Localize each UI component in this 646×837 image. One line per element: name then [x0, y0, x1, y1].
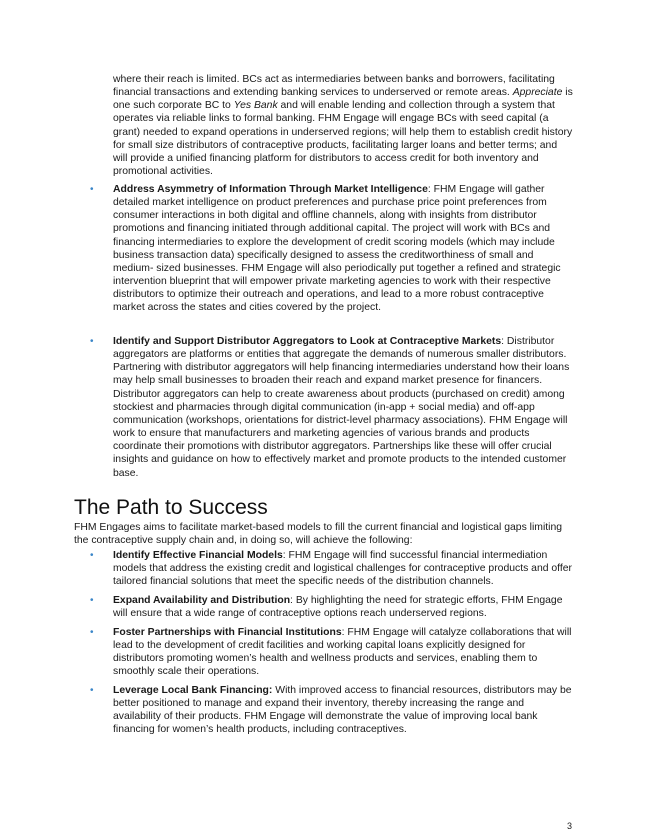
list-item [113, 183, 573, 315]
continuation-paragraph [113, 73, 573, 178]
list-item [113, 549, 573, 588]
bullet-icon: • [90, 685, 94, 696]
list-item-title: Leverage Local Bank Financing: [113, 685, 273, 696]
bullet-icon: • [90, 595, 94, 606]
list-item [113, 684, 573, 737]
bullet-icon: • [90, 627, 94, 638]
bullet-icon: • [90, 336, 94, 347]
paragraph-text: where their reach is limited. BCs act as intermediaries between banks and borrowers, facilitating financial transactions and extending banking services to underserved or remote areas. [113, 74, 555, 99]
list-item-text: : Distributor aggregators are platforms or entities that aggregate the demands of numerous smaller distributors. Partnering with distributor aggregators will help financing intermediaries understand how their loans may help small businesses to broaden their reach and expand market presence for financers. Distributor aggregators can help to create awareness about products (purchased on credit) among stockiest and pharmacies through digital communication (in-app + social media) and off-app communication (workshops, orientations for district-level pharmacy associations). FHM Engage will work to ensure that manufacturers and marketing agencies of various brands and products coordinate their promotions with distributor aggregators. Partnerships like these will offer crucial insights and guidance on how to effectively market and promote products to the intended customer base. [113, 336, 570, 479]
paragraph-text: is one such corporate BC to [113, 87, 573, 112]
list-item-text: : FHM Engage will catalyze collaborations that will lead to the development of credit facilities and working capital loans explicitly designed for distributors promoting women’s health and wellness products and services, enabling them to smoothly scale their operations. [113, 627, 572, 678]
page-number: 3 [567, 821, 573, 831]
bullet-icon: • [90, 550, 94, 561]
list-item-text: : FHM Engage will gather detailed market intelligence on product preferences and purchase price point preferences from consumer interactions in both digital and offline channels, along with insights from distributor promotions and financing initiated through additional capital. The project will work with BCs and financing intermediaries to explore the development of credit scoring models (which may include business transaction data) specifically designed to assess the creditworthiness of small and medium- sized businesses. FHM Engage will also periodically put together a refined and strategic intervention blueprint that will empower private marketing agencies to work with their respective distributors to optimize their outreach and operations, and lead to a more robust contraceptive market across the states and cities covered by the project. [113, 184, 561, 314]
list-item-title: Identify Effective Financial Models [113, 550, 283, 561]
list-item [113, 335, 573, 480]
italic-term: Appreciate [512, 87, 563, 99]
list-item-title: Expand Availability and Distribution [113, 595, 291, 606]
list-item [113, 626, 573, 679]
list-item-text: : FHM Engage will find successful financial intermediation models that address the existing credit and logistical challenges for contraceptive products and offer tailored financial solutions that meet the specific needs of the distribution channels. [113, 550, 572, 588]
list-item-text: : By highlighting the need for strategic efforts, FHM Engage will ensure that a wide range of contraceptive options reach underserved regions. [113, 595, 563, 620]
list-item-title: Foster Partnerships with Financial Institutions [113, 627, 342, 638]
italic-term: Yes Bank [233, 100, 278, 112]
list-item [113, 594, 573, 620]
section-heading: The Path to Success [74, 496, 268, 519]
section-intro: FHM Engages aims to facilitate market-based models to fill the current financial and logistical gaps limiting the contraceptive supply chain and, in doing so, will achieve the following: [74, 522, 563, 547]
list-item-text: With improved access to financial resources, distributors may be better positioned to manage and expand their inventory, thereby increasing the range and availability of their products. FHM Engage will demonstrate the value of improving local bank financing for women’s health products, including contraceptives. [113, 685, 572, 736]
list-item-title: Address Asymmetry of Information Through Market Intelligence [113, 184, 428, 195]
bullet-icon: • [90, 184, 94, 195]
list-item-title: Identify and Support Distributor Aggregators to Look at Contraceptive Markets [113, 336, 502, 347]
paragraph-text: and will enable lending and collection through a system that operates via reliable links to formal banking. FHM Engage will engage BCs with seed capital (a grant) needed to expand operations in underserved regions; will help them to establish credit history for small size distributors of contraceptive products, facilitating larger loans and better terms; and will provide a unified financing platform for distributors to access credit for both inventory and promotional activities. [113, 100, 573, 178]
